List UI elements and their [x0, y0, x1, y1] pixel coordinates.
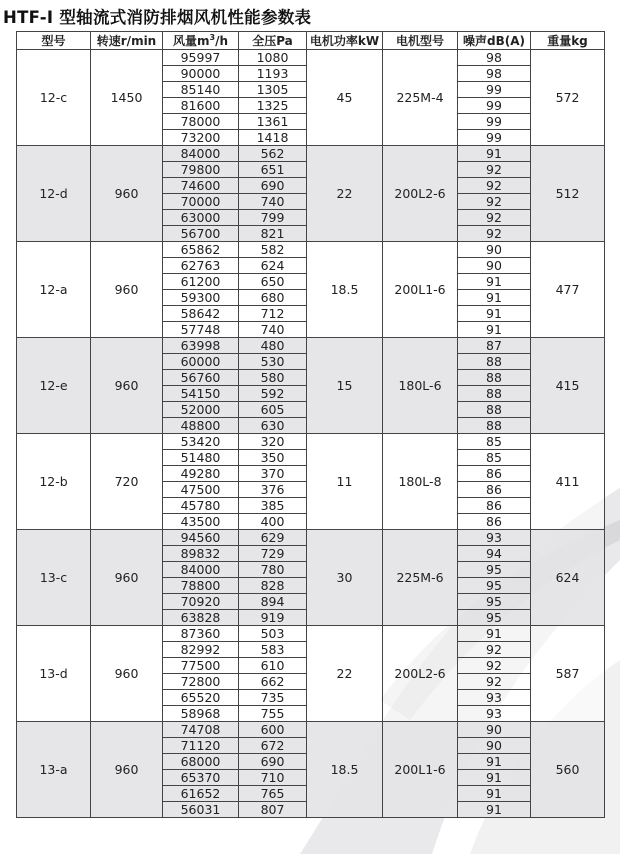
airflow-cell: 62763 — [163, 258, 239, 274]
noise-cell: 92 — [458, 674, 531, 690]
noise-cell: 92 — [458, 226, 531, 242]
airflow-cell: 57748 — [163, 322, 239, 338]
noise-cell: 98 — [458, 66, 531, 82]
motor-cell: 225M-6 — [383, 530, 458, 626]
col-pressure: 全压Pa — [239, 32, 307, 50]
noise-cell: 92 — [458, 162, 531, 178]
airflow-cell: 56031 — [163, 802, 239, 818]
noise-cell: 86 — [458, 514, 531, 530]
noise-cell: 92 — [458, 658, 531, 674]
model-cell: 13-a — [17, 722, 91, 818]
pressure-cell: 1325 — [239, 98, 307, 114]
airflow-cell: 95997 — [163, 50, 239, 66]
motor-cell: 180L-8 — [383, 434, 458, 530]
pressure-cell: 480 — [239, 338, 307, 354]
noise-cell: 99 — [458, 82, 531, 98]
airflow-cell: 47500 — [163, 482, 239, 498]
col-speed: 转速r/min — [91, 32, 163, 50]
airflow-cell: 59300 — [163, 290, 239, 306]
pressure-cell: 662 — [239, 674, 307, 690]
col-noise: 噪声dB(A) — [458, 32, 531, 50]
motor-cell: 200L1-6 — [383, 722, 458, 818]
col-airflow: 风量$m^3/h$ — [163, 32, 239, 50]
airflow-cell: 84000 — [163, 146, 239, 162]
airflow-cell: 54150 — [163, 386, 239, 402]
airflow-cell: 89832 — [163, 546, 239, 562]
weight-cell: 411 — [531, 434, 605, 530]
noise-cell: 95 — [458, 610, 531, 626]
airflow-cell: 94560 — [163, 530, 239, 546]
model-cell: 13-d — [17, 626, 91, 722]
pressure-cell: 807 — [239, 802, 307, 818]
pressure-cell: 828 — [239, 578, 307, 594]
pressure-cell: 710 — [239, 770, 307, 786]
pressure-cell: 630 — [239, 418, 307, 434]
noise-cell: 93 — [458, 706, 531, 722]
model-cell: 12-a — [17, 242, 91, 338]
noise-cell: 85 — [458, 434, 531, 450]
airflow-cell: 77500 — [163, 658, 239, 674]
table-row — [17, 146, 605, 162]
pressure-cell: 894 — [239, 594, 307, 610]
power-cell: 30 — [307, 530, 383, 626]
pressure-cell: 690 — [239, 754, 307, 770]
table-row — [17, 50, 605, 66]
noise-cell: 91 — [458, 626, 531, 642]
noise-cell: 99 — [458, 114, 531, 130]
col-motor: 电机型号 — [383, 32, 458, 50]
noise-cell: 91 — [458, 802, 531, 818]
noise-cell: 93 — [458, 530, 531, 546]
airflow-cell: 65862 — [163, 242, 239, 258]
pressure-cell: 651 — [239, 162, 307, 178]
noise-cell: 91 — [458, 290, 531, 306]
airflow-cell: 78000 — [163, 114, 239, 130]
airflow-cell: 58968 — [163, 706, 239, 722]
model-cell: 12-b — [17, 434, 91, 530]
pressure-cell: 650 — [239, 274, 307, 290]
noise-cell: 92 — [458, 194, 531, 210]
noise-cell: 91 — [458, 754, 531, 770]
airflow-cell: 74708 — [163, 722, 239, 738]
noise-cell: 91 — [458, 306, 531, 322]
weight-cell: 572 — [531, 50, 605, 146]
motor-cell: 200L2-6 — [383, 626, 458, 722]
noise-cell: 90 — [458, 722, 531, 738]
table-row — [17, 338, 605, 354]
pressure-cell: 629 — [239, 530, 307, 546]
performance-table — [16, 31, 605, 818]
airflow-cell: 52000 — [163, 402, 239, 418]
airflow-cell: 63828 — [163, 610, 239, 626]
noise-cell: 92 — [458, 210, 531, 226]
motor-cell: 200L2-6 — [383, 146, 458, 242]
airflow-cell: 60000 — [163, 354, 239, 370]
model-cell: 13-c — [17, 530, 91, 626]
noise-cell: 91 — [458, 322, 531, 338]
airflow-cell: 71120 — [163, 738, 239, 754]
col-model: 型号 — [17, 32, 91, 50]
noise-cell: 88 — [458, 386, 531, 402]
weight-cell: 560 — [531, 722, 605, 818]
noise-cell: 94 — [458, 546, 531, 562]
pressure-cell: 680 — [239, 290, 307, 306]
airflow-cell: 58642 — [163, 306, 239, 322]
speed-cell: 960 — [91, 146, 163, 242]
pressure-cell: 1361 — [239, 114, 307, 130]
airflow-cell: 70920 — [163, 594, 239, 610]
airflow-cell: 90000 — [163, 66, 239, 82]
airflow-cell: 61200 — [163, 274, 239, 290]
pressure-cell: 780 — [239, 562, 307, 578]
pressure-cell: 1305 — [239, 82, 307, 98]
weight-cell: 624 — [531, 530, 605, 626]
power-cell: 18.5 — [307, 242, 383, 338]
airflow-cell: 70000 — [163, 194, 239, 210]
noise-cell: 90 — [458, 242, 531, 258]
power-cell: 15 — [307, 338, 383, 434]
power-cell: 11 — [307, 434, 383, 530]
col-power: 电机功率kW — [307, 32, 383, 50]
pressure-cell: 385 — [239, 498, 307, 514]
pressure-cell: 919 — [239, 610, 307, 626]
airflow-cell: 73200 — [163, 130, 239, 146]
page-title: HTF-I 型轴流式消防排烟风机性能参数表 — [3, 8, 312, 27]
noise-cell: 86 — [458, 498, 531, 514]
noise-cell: 88 — [458, 418, 531, 434]
noise-cell: 93 — [458, 690, 531, 706]
noise-cell: 92 — [458, 642, 531, 658]
col-weight: 重量kg — [531, 32, 605, 50]
power-cell: 45 — [307, 50, 383, 146]
pressure-cell: 350 — [239, 450, 307, 466]
airflow-cell: 65370 — [163, 770, 239, 786]
pressure-cell: 605 — [239, 402, 307, 418]
weight-cell: 512 — [531, 146, 605, 242]
airflow-cell: 53420 — [163, 434, 239, 450]
airflow-cell: 61652 — [163, 786, 239, 802]
noise-cell: 99 — [458, 130, 531, 146]
table-row — [17, 242, 605, 258]
noise-cell: 90 — [458, 738, 531, 754]
noise-cell: 95 — [458, 562, 531, 578]
pressure-cell: 799 — [239, 210, 307, 226]
table-row — [17, 722, 605, 738]
pressure-cell: 583 — [239, 642, 307, 658]
pressure-cell: 582 — [239, 242, 307, 258]
motor-cell: 225M-4 — [383, 50, 458, 146]
pressure-cell: 320 — [239, 434, 307, 450]
airflow-cell: 63000 — [163, 210, 239, 226]
model-cell: 12-e — [17, 338, 91, 434]
airflow-cell: 68000 — [163, 754, 239, 770]
model-cell: 12-d — [17, 146, 91, 242]
noise-cell: 91 — [458, 786, 531, 802]
pressure-cell: 755 — [239, 706, 307, 722]
airflow-cell: 49280 — [163, 466, 239, 482]
speed-cell: 960 — [91, 626, 163, 722]
header-row — [17, 32, 605, 50]
pressure-cell: 1080 — [239, 50, 307, 66]
noise-cell: 88 — [458, 402, 531, 418]
noise-cell: 86 — [458, 466, 531, 482]
pressure-cell: 672 — [239, 738, 307, 754]
speed-cell: 960 — [91, 530, 163, 626]
power-cell: 22 — [307, 626, 383, 722]
pressure-cell: 592 — [239, 386, 307, 402]
speed-cell: 720 — [91, 434, 163, 530]
airflow-cell: 56700 — [163, 226, 239, 242]
airflow-cell: 85140 — [163, 82, 239, 98]
airflow-cell: 43500 — [163, 514, 239, 530]
airflow-cell: 79800 — [163, 162, 239, 178]
noise-cell: 88 — [458, 354, 531, 370]
pressure-cell: 503 — [239, 626, 307, 642]
power-cell: 22 — [307, 146, 383, 242]
motor-cell: 180L-6 — [383, 338, 458, 434]
table-row — [17, 434, 605, 450]
pressure-cell: 1193 — [239, 66, 307, 82]
noise-cell: 91 — [458, 770, 531, 786]
power-cell: 18.5 — [307, 722, 383, 818]
pressure-cell: 562 — [239, 146, 307, 162]
pressure-cell: 580 — [239, 370, 307, 386]
pressure-cell: 740 — [239, 194, 307, 210]
airflow-cell: 84000 — [163, 562, 239, 578]
noise-cell: 99 — [458, 98, 531, 114]
noise-cell: 92 — [458, 178, 531, 194]
table-body — [17, 50, 605, 818]
pressure-cell: 624 — [239, 258, 307, 274]
airflow-cell: 72800 — [163, 674, 239, 690]
airflow-cell: 56760 — [163, 370, 239, 386]
noise-cell: 95 — [458, 594, 531, 610]
motor-cell: 200L1-6 — [383, 242, 458, 338]
pressure-cell: 740 — [239, 322, 307, 338]
pressure-cell: 821 — [239, 226, 307, 242]
airflow-cell: 48800 — [163, 418, 239, 434]
pressure-cell: 690 — [239, 178, 307, 194]
noise-cell: 87 — [458, 338, 531, 354]
airflow-cell: 63998 — [163, 338, 239, 354]
pressure-cell: 376 — [239, 482, 307, 498]
table-row — [17, 530, 605, 546]
noise-cell: 88 — [458, 370, 531, 386]
airflow-cell: 78800 — [163, 578, 239, 594]
noise-cell: 86 — [458, 482, 531, 498]
pressure-cell: 530 — [239, 354, 307, 370]
airflow-cell: 87360 — [163, 626, 239, 642]
weight-cell: 477 — [531, 242, 605, 338]
pressure-cell: 712 — [239, 306, 307, 322]
speed-cell: 1450 — [91, 50, 163, 146]
table-row — [17, 626, 605, 642]
pressure-cell: 735 — [239, 690, 307, 706]
pressure-cell: 370 — [239, 466, 307, 482]
airflow-cell: 82992 — [163, 642, 239, 658]
pressure-cell: 610 — [239, 658, 307, 674]
weight-cell: 587 — [531, 626, 605, 722]
speed-cell: 960 — [91, 242, 163, 338]
pressure-cell: 765 — [239, 786, 307, 802]
noise-cell: 90 — [458, 258, 531, 274]
airflow-cell: 81600 — [163, 98, 239, 114]
noise-cell: 91 — [458, 146, 531, 162]
weight-cell: 415 — [531, 338, 605, 434]
noise-cell: 95 — [458, 578, 531, 594]
pressure-cell: 600 — [239, 722, 307, 738]
noise-cell: 98 — [458, 50, 531, 66]
model-cell: 12-c — [17, 50, 91, 146]
noise-cell: 91 — [458, 274, 531, 290]
pressure-cell: 1418 — [239, 130, 307, 146]
airflow-cell: 51480 — [163, 450, 239, 466]
airflow-cell: 65520 — [163, 690, 239, 706]
speed-cell: 960 — [91, 338, 163, 434]
speed-cell: 960 — [91, 722, 163, 818]
pressure-cell: 400 — [239, 514, 307, 530]
noise-cell: 85 — [458, 450, 531, 466]
airflow-cell: 45780 — [163, 498, 239, 514]
airflow-cell: 74600 — [163, 178, 239, 194]
pressure-cell: 729 — [239, 546, 307, 562]
